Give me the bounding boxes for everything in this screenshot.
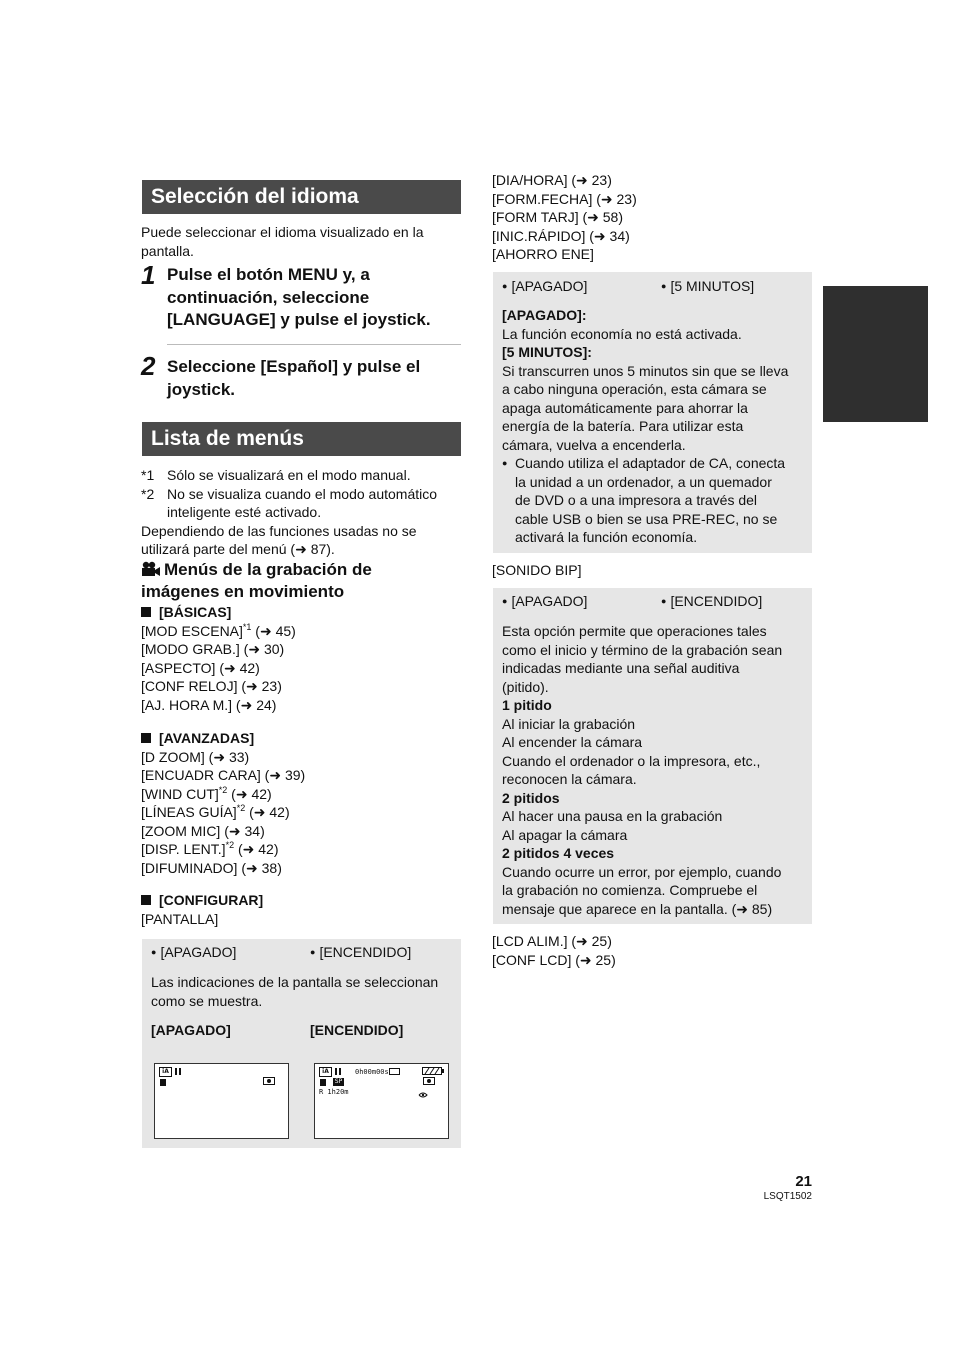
sonido-box: ● [APAGADO] ● [ENCENDIDO] Esta opción permite que operaciones tales como el inicio y término de la grabación sean indicadas mediante una señal auditiva (pitido). 1 pitido Al iniciar la grabación Al encender la cámara Cuando el ordenador o la impresora, etc., reconocen la cámara. 2 pitidos Al hacer una pausa en la grabación Al apagar la cámara 2 pitidos 4 veces Cuando ocurre un error, por ejemplo, cuando la grabación no comienza. Compruebe el mensaje que aparece en la pantalla. (➜ 85)	[493, 588, 812, 924]
basicas-list: [BÁSICAS] [MOD ESCENA]$^{*1}$ (➜ 45) [MODO GRAB.] (➜ 30) [ASPECTO] (➜ 42) [CONF RELOJ] (➜ 23) [AJ. HORA M.] (➜ 24)	[141, 604, 296, 713]
sd-card-icon	[160, 1079, 166, 1086]
square-bullet-icon	[141, 895, 151, 905]
sonido-bip-label: [SONIDO BIP]	[492, 562, 582, 578]
list-item: [MODO GRAB.] (➜ 30)	[141, 641, 285, 657]
ia-icon: iA	[159, 1067, 172, 1077]
footnotes: *1 Sólo se visualizará en el modo manual. *2 No se visualiza cuando el modo automático inteligente esté activado. Dependiendo de las funciones usadas no se utilizará parte del menú (➜ 87).	[141, 467, 438, 557]
list-item: [ASPECTO] (➜ 42)	[141, 659, 260, 676]
pantalla-box: ● [APAGADO] ● [ENCENDIDO] Las indicaciones de la pantalla se seleccionan como se muestra. [APAGADO] [ENCENDIDO] iA iA 0h00m00s SP R 1h20m	[142, 939, 461, 1148]
sp-mode-icon: SP	[334, 1078, 343, 1085]
pause-icon	[175, 1068, 181, 1075]
sd-card-icon	[320, 1079, 326, 1086]
sub-heading-movie: Menús de la grabación de imágenes en movimiento	[141, 560, 372, 601]
list-item: [D ZOOM] (➜ 33)	[141, 748, 250, 765]
avanzadas-list: [AVANZADAS] [D ZOOM] (➜ 33) [ENCUADR CARA] (➜ 39) [WIND CUT]$^{*2}$ (➜ 42) [LÍNEAS GUÍA]$^{*2}$ (➜ 42) [ZOOM MIC] (➜ 34) [DISP. LENT.]$^{*2}$ (➜ 42) [DIFUMINADO] (➜ 38)	[141, 730, 306, 876]
list-item: [DISP. LENT.]$^{*2}$ (➜ 42)	[141, 840, 279, 857]
ois-icon	[418, 1091, 428, 1099]
screen-preview-encendido	[314, 1063, 449, 1139]
screen-preview-apagado	[154, 1063, 289, 1139]
document-code: LSQT1502	[763, 1191, 812, 1202]
section-tab	[823, 286, 928, 422]
list-item: [ZOOM MIC] (➜ 34)	[141, 822, 265, 839]
list-item: [CONF RELOJ] (➜ 23)	[141, 678, 282, 694]
list-item: [MOD ESCENA]$^{*1}$ (➜ 45)	[141, 621, 296, 639]
list-item: [FORM TARJ] (➜ 58)	[492, 209, 623, 225]
step-2-number: 2	[141, 351, 156, 381]
screen-time-counter: 0h00m00s	[355, 1068, 389, 1076]
page-number: 21	[795, 1173, 812, 1190]
list-item: [LÍNEAS GUÍA]$^{*2}$ (➜ 42)	[141, 803, 290, 820]
list-item: [CONF LCD] (➜ 25)	[492, 951, 616, 968]
step-divider	[167, 344, 461, 345]
battery-icon	[422, 1067, 444, 1075]
list-item: [DIA/HORA] (➜ 23)	[492, 172, 612, 188]
step-1-number: 1	[141, 260, 156, 290]
setup-items-top	[492, 171, 637, 264]
configurar-section: [CONFIGURAR] [PANTALLA]	[141, 892, 264, 927]
step-2-text: Seleccione [Español] y pulse el joystick.	[167, 357, 421, 399]
list-item: [LCD ALIM.] (➜ 25)	[492, 933, 612, 949]
list-item: [AHORRO ENE]	[492, 246, 594, 262]
heading-lista-menus: Lista de menús	[142, 422, 461, 456]
pause-icon	[335, 1068, 341, 1075]
list-item: [WIND CUT]$^{*2}$ (➜ 42)	[141, 784, 272, 802]
square-bullet-icon	[141, 607, 151, 617]
face-detect-icon	[263, 1077, 275, 1085]
ia-icon: iA	[319, 1067, 332, 1077]
list-item: [FORM.FECHA] (➜ 23)	[492, 190, 637, 207]
list-item: [INIC.RÁPIDO] (➜ 34)	[492, 227, 630, 244]
intro-text: Puede seleccionar el idioma visualizado en la pantalla.	[141, 224, 424, 259]
step-1-text: Pulse el botón MENU y, a continuación, seleccione [LANGUAGE] y pulse el joystick.	[167, 265, 431, 329]
ahorro-box: ● [APAGADO] ● [5 MINUTOS] [APAGADO]: La función economía no está activada. [5 MINUTOS]: Si transcurren unos 5 minutos sin que se lleva a cabo ninguna operación, esta cámara se apaga automáticamente para ahorrar la energía de la batería. Para utilizar esta cámara, vuelva a encenderla. ● Cuando utiliza el adaptador de CA, conecta la unidad a un ordenador, a un quemador de DVD o a una impresora a través del cable USB o bien se usa PRE-REC, no se activará la función economía.	[493, 272, 812, 553]
setup-items-bottom	[492, 932, 616, 969]
heading-seleccion-idioma: Selección del idioma	[142, 180, 461, 214]
list-item: [AJ. HORA M.] (➜ 24)	[141, 696, 277, 713]
list-item: [DIFUMINADO] (➜ 38)	[141, 859, 282, 876]
movie-camera-icon	[141, 561, 161, 577]
screen-remaining-time: R 1h20m	[319, 1088, 349, 1096]
square-bullet-icon	[141, 733, 151, 743]
card-format-icon	[389, 1068, 400, 1075]
list-item: [ENCUADR CARA] (➜ 39)	[141, 767, 306, 783]
face-detect-icon	[423, 1077, 435, 1085]
bullet-icon: ●	[502, 458, 508, 468]
